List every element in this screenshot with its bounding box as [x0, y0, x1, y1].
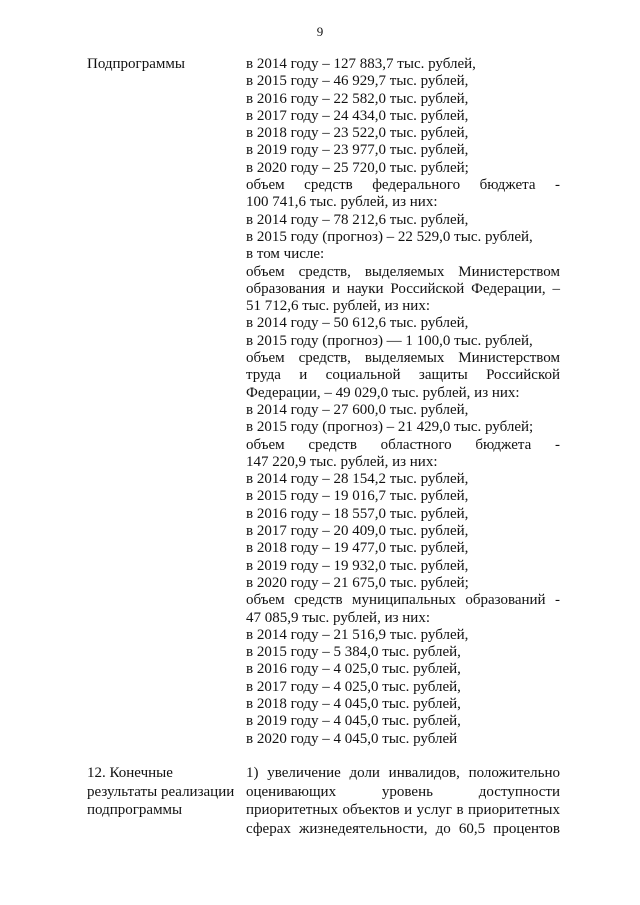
result-line: оценивающих уровень доступности [246, 783, 560, 800]
funding-line: объем средств федерального бюджета - [246, 177, 560, 194]
result-line: приоритетных объектов и услуг в приоритетных [246, 802, 560, 819]
funding-line: объем средств, выделяемых Министерством [246, 263, 560, 280]
funding-line: в 2015 году – 19 016,7 тыс. рублей, [246, 488, 469, 505]
funding-line: в 2014 году – 28 154,2 тыс. рублей, [246, 471, 469, 488]
funding-line: в 2015 году – 5 384,0 тыс. рублей, [246, 644, 461, 661]
funding-line: в 2017 году – 4 025,0 тыс. рублей, [246, 678, 461, 695]
funding-line: объем средств, выделяемых Министерством [246, 350, 560, 367]
funding-line: в 2015 году – 46 929,7 тыс. рублей, [246, 73, 469, 90]
funding-line: образования и науки Российской Федерации, – [246, 280, 560, 297]
result-line: 1) увеличение доли инвалидов, положительно [246, 765, 560, 781]
page-number: 9 [316, 24, 324, 39]
results-label-line: результаты реализации [87, 783, 235, 800]
funding-line: в 2018 году – 19 477,0 тыс. рублей, [246, 540, 469, 557]
funding-line: в 2019 году – 4 045,0 тыс. рублей, [246, 713, 461, 730]
subprograms-label: Подпрограммы [87, 56, 185, 72]
funding-line: 147 220,9 тыс. рублей, из них: [246, 453, 438, 470]
funding-line: 100 741,6 тыс. рублей, из них: [246, 194, 438, 211]
funding-line: в 2018 году – 4 045,0 тыс. рублей, [246, 695, 461, 712]
funding-line: в 2015 году (прогноз) — 1 100,0 тыс. рублей, [246, 332, 533, 349]
funding-line: в 2019 году – 23 977,0 тыс. рублей, [246, 142, 469, 159]
funding-line: в 2019 году – 19 932,0 тыс. рублей, [246, 557, 469, 574]
funding-line: в 2020 году – 21 675,0 тыс. рублей; [246, 574, 469, 591]
funding-line: труда и социальной защиты Российской [246, 367, 560, 384]
results-text [246, 764, 560, 838]
funding-line: объем средств областного бюджета - [246, 436, 560, 453]
funding-line: объем средств муниципальных образований - [246, 592, 560, 609]
funding-line: в 2017 году – 20 409,0 тыс. рублей, [246, 523, 469, 540]
funding-line: в 2015 году (прогноз) – 22 529,0 тыс. рублей, [246, 228, 533, 245]
funding-line: 51 712,6 тыс. рублей, из них: [246, 298, 430, 315]
funding-line: в 2016 году – 4 025,0 тыс. рублей, [246, 661, 461, 678]
funding-line: в 2018 году – 23 522,0 тыс. рублей, [246, 125, 469, 142]
funding-line: в 2014 году – 50 612,6 тыс. рублей, [246, 315, 469, 332]
results-label [87, 764, 237, 820]
funding-line: в 2015 году (прогноз) – 21 429,0 тыс. рублей; [246, 419, 534, 436]
funding-line: в том числе: [246, 246, 325, 263]
funding-line: 47 085,9 тыс. рублей, из них: [246, 609, 430, 626]
funding-line: в 2020 году – 25 720,0 тыс. рублей; [246, 159, 469, 176]
result-line: сферах жизнедеятельности, до 60,5 процентов [246, 820, 560, 837]
subprograms-funding-text [246, 56, 560, 748]
funding-line: Федерации, – 49 029,0 тыс. рублей, из них: [246, 384, 520, 401]
funding-line: в 2014 году – 21 516,9 тыс. рублей, [246, 626, 469, 643]
funding-line: в 2014 году – 78 212,6 тыс. рублей, [246, 211, 469, 228]
funding-line: в 2016 году – 22 582,0 тыс. рублей, [246, 90, 469, 107]
funding-line: в 2016 году – 18 557,0 тыс. рублей, [246, 505, 469, 522]
funding-line: в 2014 году – 127 883,7 тыс. рублей, [246, 56, 476, 72]
funding-line: в 2014 году – 27 600,0 тыс. рублей, [246, 401, 469, 418]
results-label-line: подпрограммы [87, 802, 183, 819]
results-label-line: 12. Конечные [87, 765, 173, 781]
funding-line: в 2020 году – 4 045,0 тыс. рублей [246, 730, 458, 747]
funding-line: в 2017 году – 24 434,0 тыс. рублей, [246, 107, 469, 124]
